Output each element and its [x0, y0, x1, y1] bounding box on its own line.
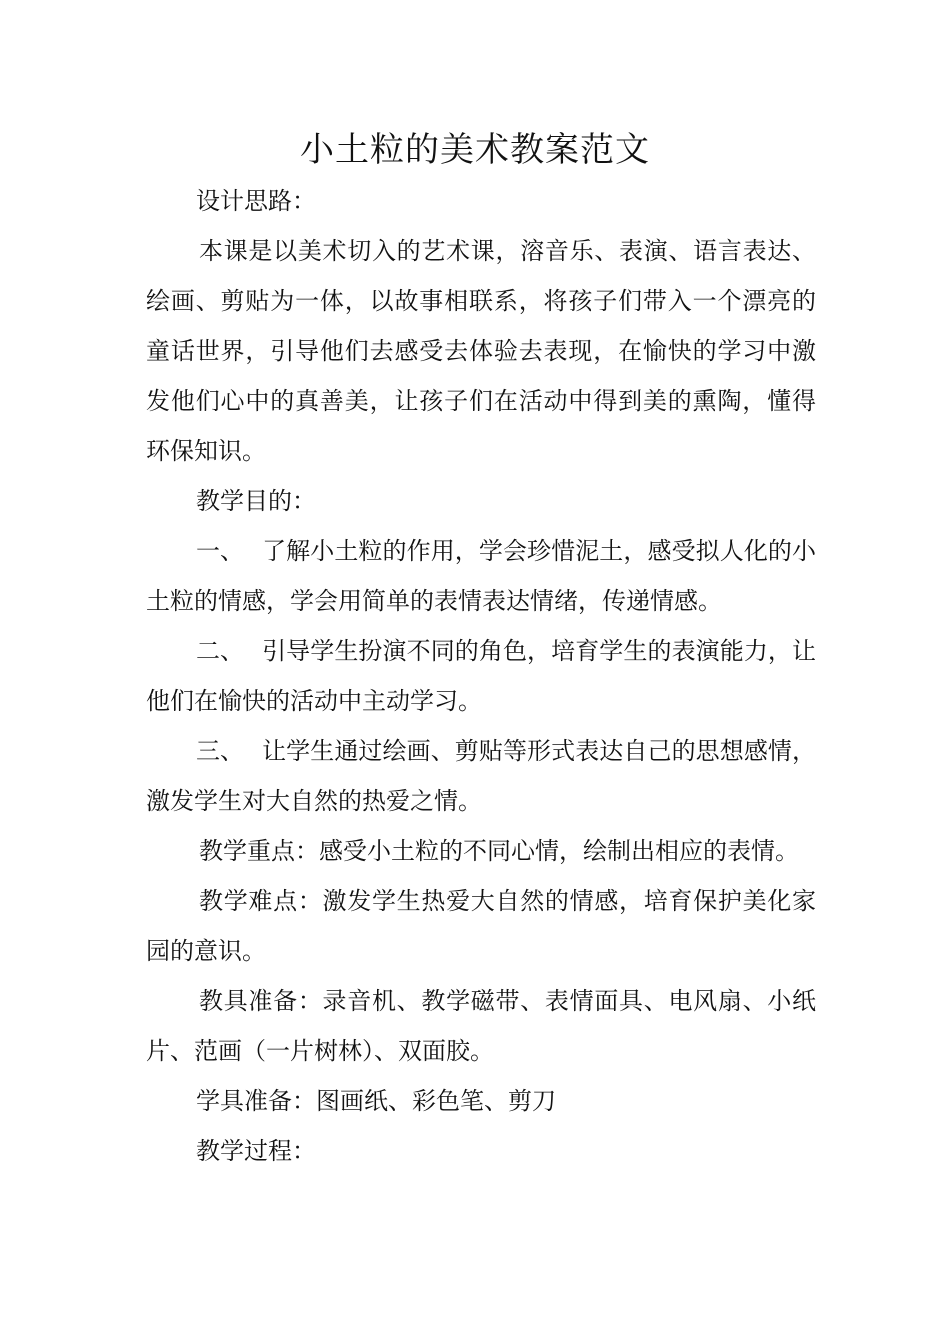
document-body [146, 176, 816, 1176]
goal-text: 让学生通过绘画、剪贴等形式表达自己的思想感情，激发学生对大自然的热爱之情。 [146, 737, 816, 815]
goal-marker: 三、 [196, 737, 244, 765]
goal-text: 了解小土粒的作用，学会珍惜泥土，感受拟人化的小土粒的情感，学会用简单的表情表达情绪，传递情感。 [146, 537, 816, 615]
goal-marker: 一、 [196, 537, 244, 565]
goal-item [146, 526, 816, 626]
goal-item [146, 626, 816, 726]
section-heading-process: 教学过程： [196, 1137, 316, 1165]
section-heading-design: 设计思路： [196, 187, 316, 215]
paragraph-design-description: 本课是以美术切入的艺术课，溶音乐、表演、语言表达、绘画、剪贴为一体，以故事相联系，将孩子们带入一个漂亮的童话世界，引导他们去感受去体验去表现，在愉快的学习中激发他们心中的真善美，让孩子们在活动中得到美的熏陶，懂得环保知识。 [146, 237, 816, 465]
difficult-point: 教学难点：激发学生热爱大自然的情感，培育保护美化家园的意识。 [146, 887, 816, 965]
goal-marker: 二、 [196, 637, 244, 665]
document-title: 小土粒的美术教案范文 [300, 130, 650, 170]
section-heading-goals: 教学目的： [196, 487, 316, 515]
teaching-aids: 教具准备：录音机、教学磁带、表情面具、电风扇、小纸片、范画（一片树林）、双面胶。 [146, 987, 816, 1065]
student-tools: 学具准备：图画纸、彩色笔、剪刀 [196, 1087, 556, 1115]
key-point: 教学重点：感受小土粒的不同心情，绘制出相应的表情。 [199, 837, 799, 865]
goal-text: 引导学生扮演不同的角色，培育学生的表演能力，让他们在愉快的活动中主动学习。 [146, 637, 816, 715]
goal-item [146, 726, 816, 826]
